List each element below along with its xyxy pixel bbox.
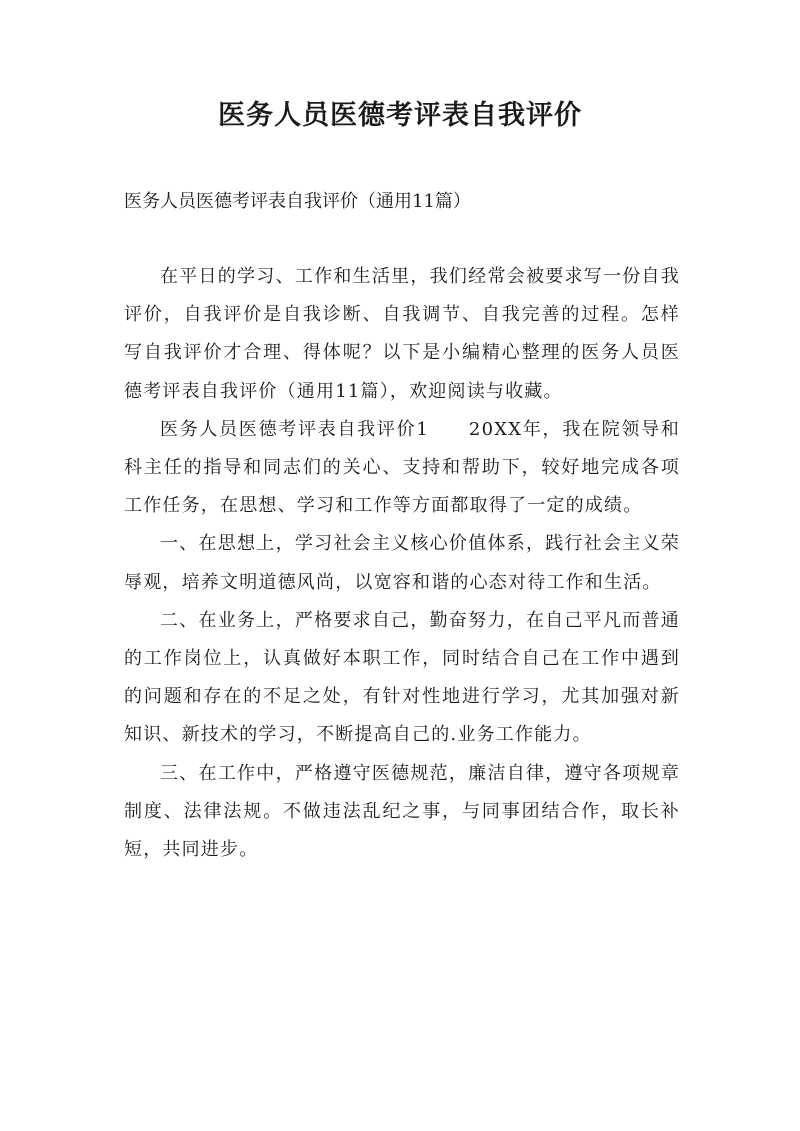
paragraph-intro: 在平日的学习、工作和生活里，我们经常会被要求写一份自我评价，自我评价是自我诊断、自我调节、自我完善的过程。怎样写自我评价才合理、得体呢？以下是小编精心整理的医务人员医德考评表自我评价（通用11篇），欢迎阅读与收藏。 [124,266,680,402]
document-title: 医务人员医德考评表自我评价 [218,100,582,131]
document-body [124,258,680,869]
paragraph-evaluation-1: 医务人员医德考评表自我评价1 20XX年，我在院领导和科主任的指导和同志们的关心、支持和帮助下，较好地完成各项工作任务，在思想、学习和工作等方面都取得了一定的成绩。 [124,418,680,517]
document-subtitle: 医务人员医德考评表自我评价（通用11篇） [124,191,471,212]
paragraph-work: 三、在工作中，严格遵守医德规范，廉洁自律，遵守各项规章制度、法律法规。不做违法乱纪之事，与同事团结合作，取长补短，共同进步。 [124,762,680,861]
paragraph-business: 二、在业务上，严格要求自己，勤奋努力，在自己平凡而普通的工作岗位上，认真做好本职工作，同时结合自己在工作中遇到的问题和存在的不足之处，有针对性地进行学习，尤其加强对新知识、新技术的学习，不断提高自己的.业务工作能力。 [124,609,680,746]
paragraph-ideology: 一、在思想上，学习社会主义核心价值体系，践行社会主义荣辱观，培养文明道德风尚，以宽容和谐的心态对待工作和生活。 [124,533,680,593]
